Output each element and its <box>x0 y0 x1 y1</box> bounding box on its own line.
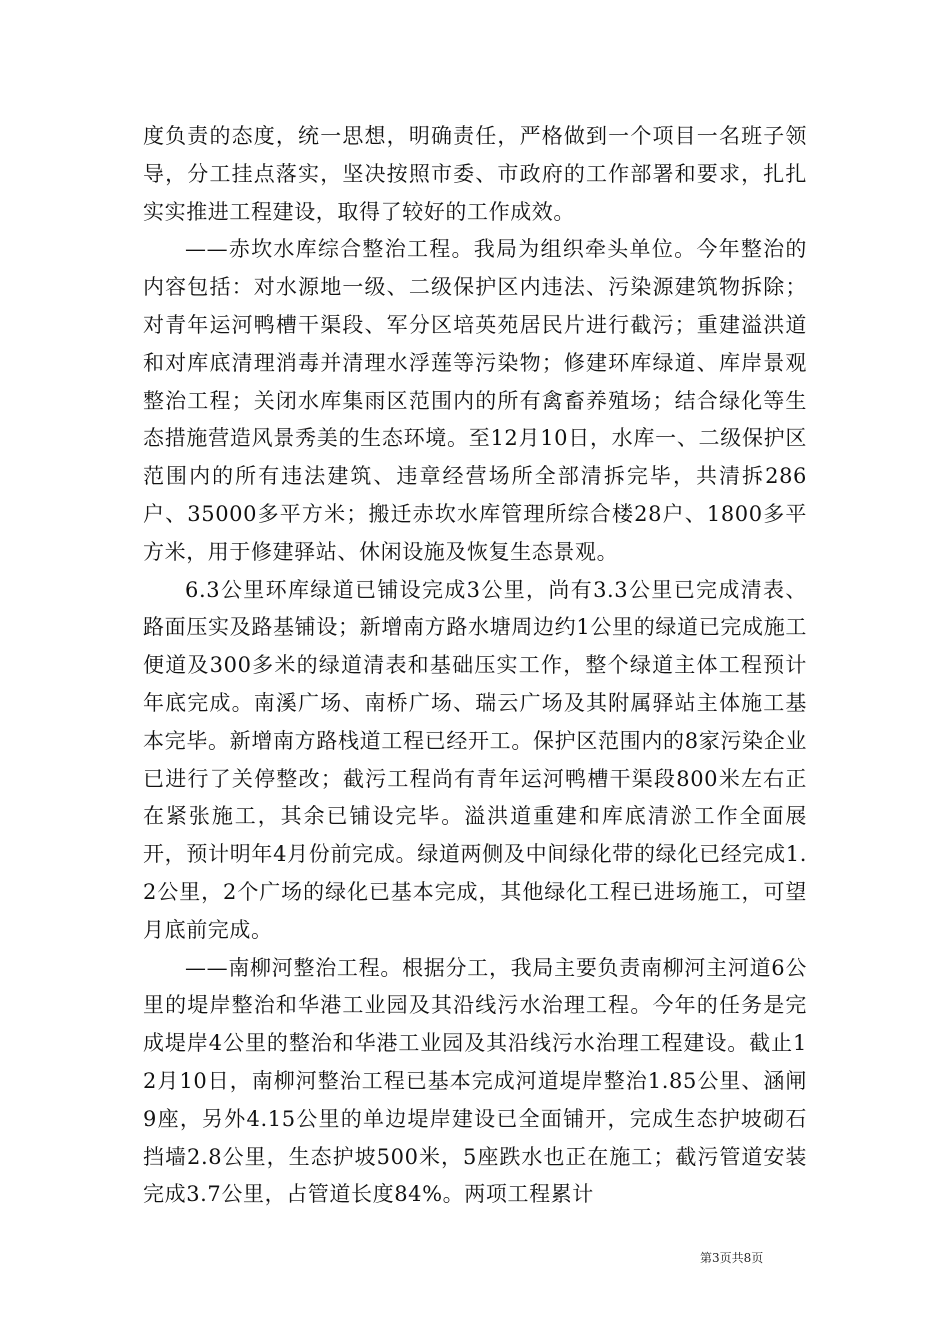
page-number-footer: 第3页共8页 <box>700 1251 764 1265</box>
paragraph-greenway-progress: 6.3公里环库绿道已铺设完成3公里，尚有3.3公里已完成清表、路面压实及路基铺设；新增南方路水塘周边约1公里的绿道已完成施工便道及300多米的绿道清表和基础压实工作，整个绿道主体工程预计年底完成。南溪广场、南桥广场、瑞云广场及其附属驿站主体施工基本完毕。新增南方路栈道工程已经开工。保护区范围内的8家污染企业已进行了关停整改；截污工程尚有青年运河鸭槽干渠段800米左右正在紧张施工，其余已铺设完毕。溢洪道重建和库底清淤工作全面展开，预计明年4月份前完成。绿道两侧及中间绿化带的绿化已经完成1.2公里，2个广场的绿化已基本完成，其他绿化工程已进场施工，可望月底前完成。 <box>143 577 807 942</box>
body-text <box>143 118 807 1214</box>
paragraph-continuation: 度负责的态度，统一思想，明确责任，严格做到一个项目一名班子领导，分工挂点落实，坚决按照市委、市政府的工作部署和要求，扎扎实实推进工程建设，取得了较好的工作成效。 <box>143 124 807 224</box>
paragraph-nanliu-river: ——南柳河整治工程。根据分工，我局主要负责南柳河主河道6公里的堤岸整治和华港工业园及其沿线污水治理工程。今年的任务是完成堤岸4公里的整治和华港工业园及其沿线污水治理工程建设。截止12月10日，南柳河整治工程已基本完成河道堤岸整治1.85公里、涵闸9座，另外4.15公里的单边堤岸建设已全面铺开，完成生态护坡砌石挡墙2.8公里，生态护坡500米，5座跌水也正在施工；截污管道安装完成3.7公里，占管道长度84%。两项工程累计 <box>143 955 807 1207</box>
paragraph-chikan-reservoir: ——赤坎水库综合整治工程。我局为组织牵头单位。今年整治的内容包括：对水源地一级、二级保护区内违法、污染源建筑物拆除；对青年运河鸭槽干渠段、军分区培英苑居民片进行截污；重建溢洪道和对库底清理消毒并清理水浮莲等污染物；修建环库绿道、库岸景观整治工程；关闭水库集雨区范围内的所有禽畜养殖场；结合绿化等生态措施营造风景秀美的生态环境。至12月10日，水库一、二级保护区范围内的所有违法建筑、违章经营场所全部清拆完毕，共清拆286户、35000多平方米；搬迁赤坎水库管理所综合楼28户、1800多平方米，用于修建驿站、休闲设施及恢复生态景观。 <box>143 237 807 564</box>
